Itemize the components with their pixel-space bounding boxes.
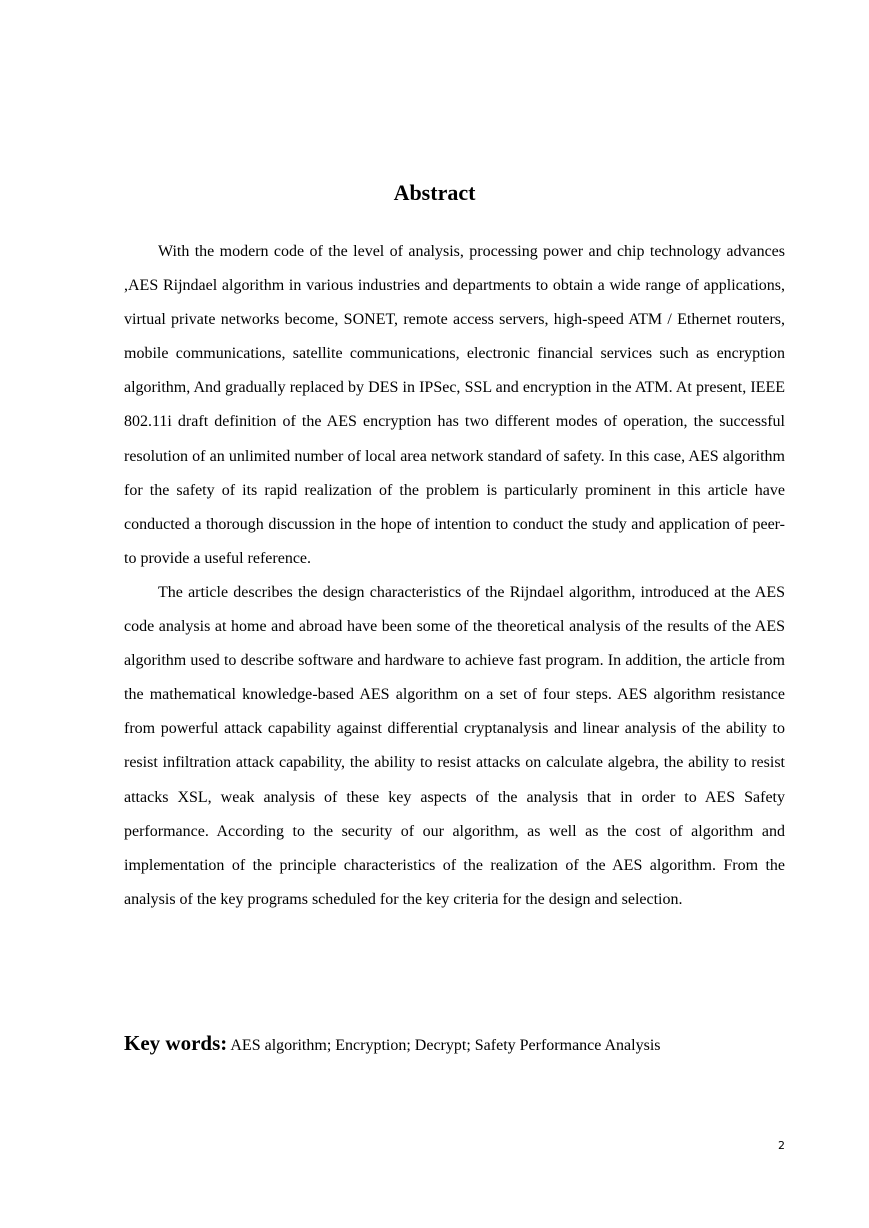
abstract-paragraph-2: The article describes the design characteristics of the Rijndael algorithm, introduced at the AES code analysis at home and abroad have been some of the theoretical analysis of the results of the AES algorithm used to describe software and hardware to achieve fast program. In addition, the article from the mathematical knowledge-based AES algorithm on a set of four steps. AES algorithm resistance from powerful attack capability against differential cryptanalysis and linear analysis of the ability to resist infiltration attack capability, the ability to resist attacks on calculate algebra, the ability to resist attacks XSL, weak analysis of these key aspects of the analysis that in order to AES Safety performance. According to the security of our algorithm, as well as the cost of algorithm and implementation of the principle characteristics of the realization of the AES algorithm. From the analysis of the key programs scheduled for the key criteria for the design and selection. — [124, 583, 785, 908]
keywords-label: Key words: — [124, 1031, 228, 1055]
abstract-body — [124, 235, 785, 917]
abstract-paragraph-1: With the modern code of the level of analysis, processing power and chip technology advances ,AES Rijndael algorithm in various industries and departments to obtain a wide range of applications, virtual private networks become, SONET, remote access servers, high-speed ATM / Ethernet routers, mobile communications, satellite communications, electronic financial services such as encryption algorithm, And gradually replaced by DES in IPSec, SSL and encryption in the ATM. At present, IEEE 802.11i draft definition of the AES encryption has two different modes of operation, the successful resolution of an unlimited number of local area network standard of safety. In this case, AES algorithm for the safety of its rapid realization of the problem is particularly prominent in this article have conducted a thorough discussion in the hope of intention to conduct the study and application of peer-to provide a useful reference. — [124, 243, 785, 567]
abstract-title: Abstract — [393, 180, 476, 205]
keywords-line — [124, 1026, 785, 1063]
keywords-value: AES algorithm; Encryption; Decrypt; Safety Performance Analysis — [230, 1037, 661, 1054]
page-number: 2 — [778, 1139, 785, 1152]
